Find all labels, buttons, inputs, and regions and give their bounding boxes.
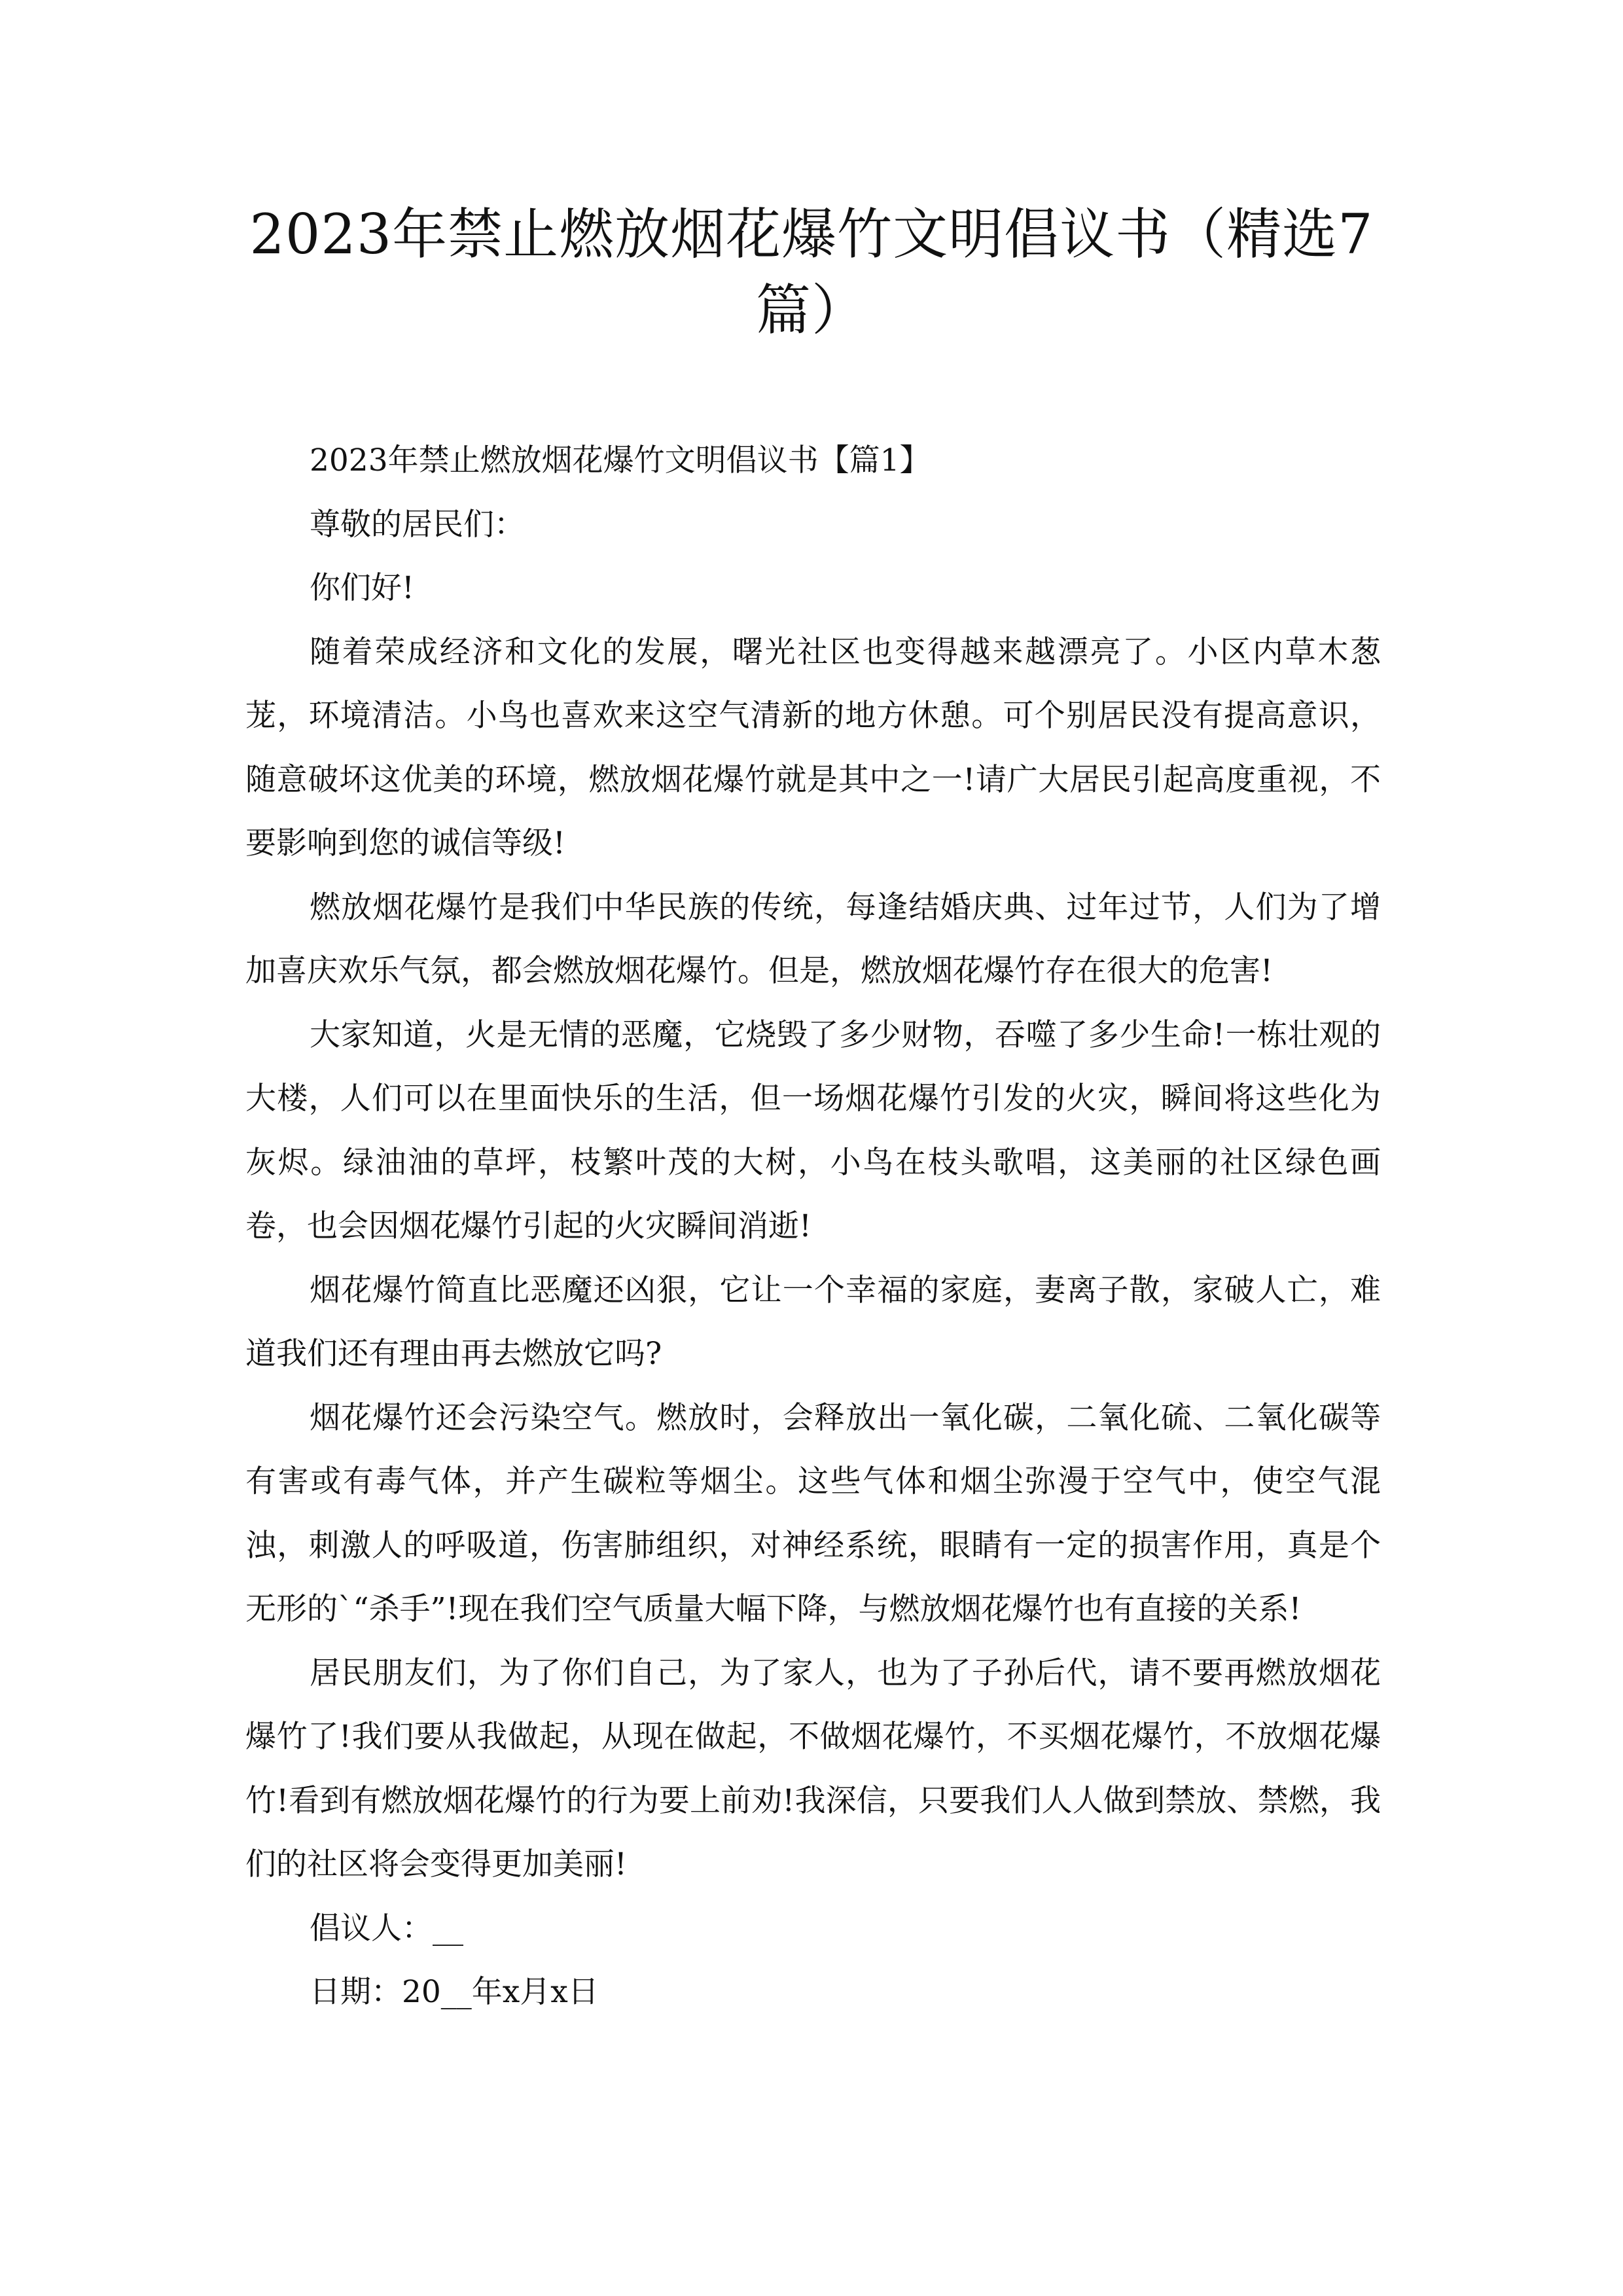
signer-line: 倡议人：__ xyxy=(310,1910,463,1946)
body-paragraph: 随着荣成经济和文化的发展，曙光社区也变得越来越漂亮了。小区内草木葱茏，环境清洁。小鸟也喜欢来这空气清新的地方休憩。可个别居民没有提高意识，随意破坏这优美的环境，燃放烟花爆竹就是其中之一!请广大居民引起高度重视，不要影响到您的诚信等级! xyxy=(245,634,1381,861)
document-body xyxy=(245,429,1381,2024)
body-paragraph: 烟花爆竹还会污染空气。燃放时，会释放出一氧化碳，二氧化硫、二氧化碳等有害或有毒气体，并产生碳粒等烟尘。这些气体和烟尘弥漫于空气中，使空气混浊，刺激人的呼吸道，伤害肺组织，对神经系统，眼睛有一定的损害作用，真是个无形的`“杀手”!现在我们空气质量大幅下降，与燃放烟花爆竹也有直接的关系! xyxy=(245,1399,1381,1627)
document-title: 2023年禁止燃放烟花爆竹文明倡议书（精选7篇） xyxy=(249,202,1374,342)
body-paragraph: 大家知道，火是无情的恶魔，它烧毁了多少财物，吞噬了多少生命!一栋壮观的大楼，人们可以在里面快乐的生活，但一场烟花爆竹引发的火灾，瞬间将这些化为灰烬。绿油油的草坪，枝繁叶茂的大树，小鸟在枝头歌唱，这美丽的社区绿色画卷，也会因烟花爆竹引起的火灾瞬间消逝! xyxy=(245,1016,1381,1244)
body-paragraph: 居民朋友们，为了你们自己，为了家人，也为了子孙后代，请不要再燃放烟花爆竹了!我们要从我做起，从现在做起，不做烟花爆竹，不买烟花爆竹，不放烟花爆竹!看到有燃放烟花爆竹的行为要上前劝!我深信，只要我们人人做到禁放、禁燃，我们的社区将会变得更加美丽! xyxy=(245,1655,1381,1882)
body-paragraph: 烟花爆竹简直比恶魔还凶狠，它让一个幸福的家庭，妻离子散，家破人亡，难道我们还有理由再去燃放它吗? xyxy=(245,1272,1381,1372)
greeting: 你们好! xyxy=(310,570,414,606)
section-heading: 2023年禁止燃放烟花爆竹文明倡议书【篇1】 xyxy=(310,442,931,478)
body-paragraph: 燃放烟花爆竹是我们中华民族的传统，每逢结婚庆典、过年过节，人们为了增加喜庆欢乐气氛，都会燃放烟花爆竹。但是，燃放烟花爆竹存在很大的危害! xyxy=(245,889,1381,989)
salutation: 尊敬的居民们： xyxy=(310,506,525,543)
date-line: 日期：20__年x月x日 xyxy=(310,1974,599,2010)
